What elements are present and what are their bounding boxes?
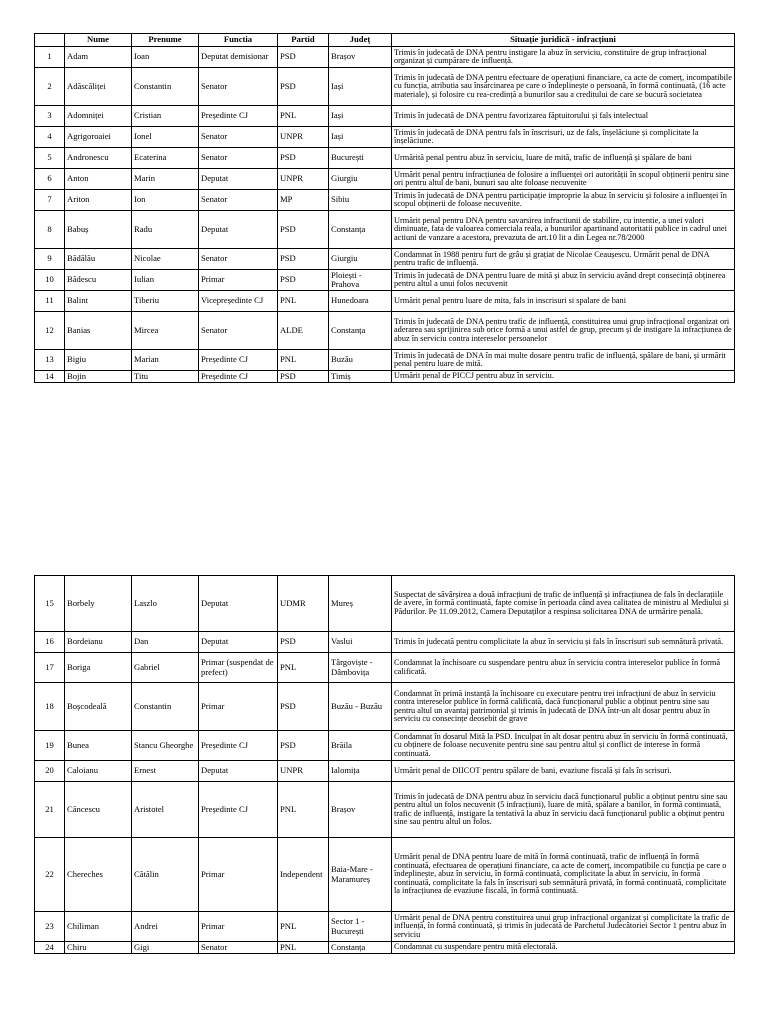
- party: PNL: [278, 106, 329, 127]
- first-name: Ion: [132, 190, 199, 211]
- party: UNPR: [278, 761, 329, 782]
- county: Timiș: [329, 371, 392, 383]
- first-name: Andrei: [132, 912, 199, 942]
- row-number: 11: [35, 291, 65, 312]
- row-number: 4: [35, 127, 65, 148]
- first-name: Aristotel: [132, 782, 199, 838]
- county: Ialomița: [329, 761, 392, 782]
- legal-status: Urmărit penal de PICCJ pentru abuz în serviciu.: [392, 371, 735, 383]
- party: PSD: [278, 249, 329, 270]
- party: PSD: [278, 211, 329, 249]
- row-number: 18: [35, 683, 65, 731]
- party: UNPR: [278, 127, 329, 148]
- officials-table-2: [34, 575, 735, 954]
- party: PSD: [278, 371, 329, 383]
- table-row: [35, 291, 735, 312]
- last-name: Caloianu: [65, 761, 132, 782]
- position: Președinte CJ: [199, 350, 278, 371]
- party: PSD: [278, 632, 329, 653]
- county: Mureș: [329, 576, 392, 632]
- party: PNL: [278, 942, 329, 954]
- legal-status: Condamnat la închisoare cu suspendare pentru abuz în serviciu contra intereselor publice în formă calificată.: [392, 653, 735, 683]
- position: Primar: [199, 683, 278, 731]
- legal-status: Urmărită penal pentru abuz în serviciu, luare de mită, trafic de influență și spălare de bani: [392, 148, 735, 169]
- row-number: 2: [35, 68, 65, 106]
- position: Vicepreședinte CJ: [199, 291, 278, 312]
- position: Senator: [199, 127, 278, 148]
- first-name: Laszlo: [132, 576, 199, 632]
- header-functia: Functia: [199, 34, 278, 47]
- last-name: Bunea: [65, 731, 132, 761]
- row-number: 20: [35, 761, 65, 782]
- last-name: Bădescu: [65, 270, 132, 291]
- legal-status: Trimis în judecată pentru complicitate la abuz în serviciu și fals în înscrisuri sub semnătură privată.: [392, 632, 735, 653]
- last-name: Bojin: [65, 371, 132, 383]
- header-prenume: Prenume: [132, 34, 199, 47]
- party: PSD: [278, 148, 329, 169]
- table-row: [35, 47, 735, 68]
- last-name: Adomniței: [65, 106, 132, 127]
- first-name: Dan: [132, 632, 199, 653]
- county: Constanța: [329, 942, 392, 954]
- position: Primar: [199, 270, 278, 291]
- county: Iași: [329, 106, 392, 127]
- party: PSD: [278, 683, 329, 731]
- first-name: Constantin: [132, 68, 199, 106]
- legal-status: Condamnat cu suspendare pentru mită electorală.: [392, 942, 735, 954]
- first-name: Ionel: [132, 127, 199, 148]
- first-name: Radu: [132, 211, 199, 249]
- first-name: Cătălin: [132, 838, 199, 912]
- table-row: [35, 270, 735, 291]
- county: Baia-Mare - Maramureș: [329, 838, 392, 912]
- county: Constanța: [329, 312, 392, 350]
- table-row: [35, 942, 735, 954]
- row-number: 13: [35, 350, 65, 371]
- legal-status: Urmărit penal de DNA pentru constituirea unui grup infracțional organizat și complicitate la trafic de influență, în formă continuată, și trimis în judecată de Parchetul Judecătoriei Sector 1 pentru abuz în serviciu: [392, 912, 735, 942]
- last-name: Bordeianu: [65, 632, 132, 653]
- table-row: [35, 731, 735, 761]
- county: Brăila: [329, 731, 392, 761]
- first-name: Stancu Gheorghe: [132, 731, 199, 761]
- table-row: [35, 371, 735, 383]
- first-name: Gabriel: [132, 653, 199, 683]
- position: Senator: [199, 148, 278, 169]
- county: Târgoviște - Dâmbovița: [329, 653, 392, 683]
- legal-status: Trimis în judecată de DNA în mai multe dosare pentru trafic de influență, spălare de bani, și urmărit penal pentru luare de mită.: [392, 350, 735, 371]
- party: ALDE: [278, 312, 329, 350]
- county: Giurgiu: [329, 249, 392, 270]
- first-name: Cristian: [132, 106, 199, 127]
- first-name: Marian: [132, 350, 199, 371]
- legal-status: Condamnat în dosarul Mită la PSD. Inculpat în alt dosar pentru abuz în serviciu în formă continuată, cu obținere de foloase necuvenite pentru sine sau pentru altul și conflict de interese în formă continuată.: [392, 731, 735, 761]
- legal-status: Trimis în judecată de DNA pentru abuz în serviciu dacă funcționarul public a obținut pentru sine sau pentru altul un folos necuvenit (5 infracțiuni), luare de mită, spălare a banilor, în formă continuată, trafic de influență, instigare la tentativă la abuz în serviciu dacă funcționarul public a obținut pentru sine sau pentru altul un folos.: [392, 782, 735, 838]
- header-row: [35, 34, 735, 47]
- last-name: Andronescu: [65, 148, 132, 169]
- first-name: Gigi: [132, 942, 199, 954]
- position: Primar: [199, 912, 278, 942]
- table-row: [35, 350, 735, 371]
- table-row: [35, 211, 735, 249]
- table-row: [35, 169, 735, 190]
- last-name: Balint: [65, 291, 132, 312]
- party: PNL: [278, 912, 329, 942]
- row-number: 16: [35, 632, 65, 653]
- legal-status: Trimis în judecată de DNA pentru efectuare de operațiuni financiare, ca acte de comerț, incompatibile cu funcția, atributia sau însărcinarea pe care o îndeplinește o persoană, în formă continuată, (16 acte materiale), și folosire cu rea-credință a bunurilor sau a creditului de care se bucură societatea: [392, 68, 735, 106]
- table-row: [35, 653, 735, 683]
- row-number: 24: [35, 942, 65, 954]
- party: PNL: [278, 782, 329, 838]
- county: Buzău: [329, 350, 392, 371]
- legal-status: Trimis în judecată de DNA pentru instigare la abuz în serviciu, constituire de grup infracțional organizat și cumpărare de influență.: [392, 47, 735, 68]
- county: Iași: [329, 68, 392, 106]
- last-name: Babuș: [65, 211, 132, 249]
- first-name: Ecaterina: [132, 148, 199, 169]
- last-name: Chiru: [65, 942, 132, 954]
- table-row: [35, 838, 735, 912]
- county: București: [329, 148, 392, 169]
- legal-status: Urmărit penal pentru infracțiunea de folosire a influenței ori autorității în scopul obținerii pentru sine ori pentru altul de bani, bunuri sau alte foloase necuvenite: [392, 169, 735, 190]
- position: Președinte CJ: [199, 106, 278, 127]
- position: Deputat: [199, 632, 278, 653]
- party: MP: [278, 190, 329, 211]
- table-row: [35, 912, 735, 942]
- legal-status: Condamnat în primă instanță la închisoare cu executare pentru trei infracțiuni de abuz în serviciu contra intereselor publice în formă calificată, dacă funcționarul public a obținut pentru sine sau pentru altul un avantaj patrimonial și trimis în judecată de DNA într-un alt dosar pentru abuz în serviciu cu consecințe deosebit de grave: [392, 683, 735, 731]
- position: Președinte CJ: [199, 782, 278, 838]
- legal-status: Urmărit penal pentru luare de mita, fals in inscrisuri si spalare de bani: [392, 291, 735, 312]
- last-name: Boriga: [65, 653, 132, 683]
- party: UDMR: [278, 576, 329, 632]
- party: PNL: [278, 653, 329, 683]
- county: Vaslui: [329, 632, 392, 653]
- party: PNL: [278, 291, 329, 312]
- row-number: 9: [35, 249, 65, 270]
- position: Deputat demisionar: [199, 47, 278, 68]
- position: Deputat: [199, 576, 278, 632]
- officials-table-1: [34, 33, 735, 383]
- table-row: [35, 632, 735, 653]
- position: Deputat: [199, 761, 278, 782]
- county: Ploiești - Prahova: [329, 270, 392, 291]
- legal-status: Trimis în judecată de DNA pentru trafic de influență, constituirea unui grup infracțional organizat ori aderarea sau sprijinirea sub orice formă a unui astfel de grup, precum și de instigare la infracțiunea de abuz în serviciu contra intereselor persoanelor: [392, 312, 735, 350]
- first-name: Iulian: [132, 270, 199, 291]
- party: Independent: [278, 838, 329, 912]
- county: Buzău - Buzău: [329, 683, 392, 731]
- position: Senator: [199, 249, 278, 270]
- last-name: Anton: [65, 169, 132, 190]
- last-name: Borbely: [65, 576, 132, 632]
- row-number: 22: [35, 838, 65, 912]
- header-nr: [35, 34, 65, 47]
- legal-status: Urmărit penal de DIICOT pentru spălare de bani, evaziune fiscală și fals în scrisuri.: [392, 761, 735, 782]
- table-row: [35, 190, 735, 211]
- first-name: Titu: [132, 371, 199, 383]
- table-row: [35, 68, 735, 106]
- legal-status: Suspectat de săvârșirea a două infracțiuni de trafic de influență și infracțiunea de fals în declarațiile de avere, în formă continuată, fapte comise în perioada când avea calitatea de ministru al Mediului și Pădurilor. Pe 11.09.2012, Camera Deputaților a respinsa solicitarea DNA de urmărire penală.: [392, 576, 735, 632]
- first-name: Mircea: [132, 312, 199, 350]
- party: PSD: [278, 270, 329, 291]
- row-number: 1: [35, 47, 65, 68]
- last-name: Ariton: [65, 190, 132, 211]
- table-row: [35, 249, 735, 270]
- last-name: Bigiu: [65, 350, 132, 371]
- position: Președinte CJ: [199, 731, 278, 761]
- position: Senator: [199, 68, 278, 106]
- legal-status: Urmărit penal de DNA pentru luare de mită în formă continuată, trafic de influență în formă continuată, efectuarea de operațiuni financiare, ca acte de comerț, incompatibile cu funcția pe care o îndeplinește, abuz în serviciu, în formă continuată, complicitate la abuz în serviciu, în formă continuată, complicitate la fals în înscrisuri sub semnătură privată, în formă continuată, complicitate la infracțiunea de evaziune fiscală, în formă continuată.: [392, 838, 735, 912]
- row-number: 19: [35, 731, 65, 761]
- table-row: [35, 576, 735, 632]
- last-name: Bădălău: [65, 249, 132, 270]
- position: Deputat: [199, 211, 278, 249]
- legal-status: Condamnat în 1988 pentru furt de grâu și grațiat de Nicolae Ceaușescu. Urmărit penal de DNA pentru trafic de influență.: [392, 249, 735, 270]
- last-name: Chiliman: [65, 912, 132, 942]
- first-name: Constantin: [132, 683, 199, 731]
- header-nume: Nume: [65, 34, 132, 47]
- party: PNL: [278, 350, 329, 371]
- county: Iași: [329, 127, 392, 148]
- county: Sector 1 - București: [329, 912, 392, 942]
- first-name: Nicolae: [132, 249, 199, 270]
- legal-status: Trimis în judecată de DNA pentru participație improprie la abuz în serviciu și folosire a influenței în scopul obținerii de foloase necuvenite.: [392, 190, 735, 211]
- row-number: 7: [35, 190, 65, 211]
- legal-status: Trimis în judecată de DNA pentru fals în înscrisuri, uz de fals, înșelăciune și complicitate la înșelăciune.: [392, 127, 735, 148]
- position: Deputat: [199, 169, 278, 190]
- row-number: 17: [35, 653, 65, 683]
- row-number: 5: [35, 148, 65, 169]
- party: PSD: [278, 731, 329, 761]
- county: Hunedoara: [329, 291, 392, 312]
- row-number: 10: [35, 270, 65, 291]
- row-number: 14: [35, 371, 65, 383]
- legal-status: Trimis în judecată de DNA pentru luare de mită și abuz în serviciu având drept consecință obținerea pentru altul a unui folos necuvenit: [392, 270, 735, 291]
- county: Constanța: [329, 211, 392, 249]
- row-number: 21: [35, 782, 65, 838]
- last-name: Adăscăliței: [65, 68, 132, 106]
- party: PSD: [278, 47, 329, 68]
- first-name: Tiberiu: [132, 291, 199, 312]
- table-row: [35, 683, 735, 731]
- table-row: [35, 312, 735, 350]
- last-name: Agrigoroaiei: [65, 127, 132, 148]
- last-name: Căncescu: [65, 782, 132, 838]
- row-number: 15: [35, 576, 65, 632]
- last-name: Banias: [65, 312, 132, 350]
- position: Primar: [199, 838, 278, 912]
- legal-status: Urmărit penal pentru DNA pentru savarsirea infractiunii de stabilire, cu intentie, a unei valori diminuate, fata de valoarea comerciala reala, a bunurilor apartinand autoritatii publice in cadrul unei actiuni de vanzare a acestora, prevazuta de art.10 lit a din Legea nr.78/2000: [392, 211, 735, 249]
- county: Sibiu: [329, 190, 392, 211]
- row-number: 8: [35, 211, 65, 249]
- table-row: [35, 106, 735, 127]
- last-name: Chereches: [65, 838, 132, 912]
- last-name: Adam: [65, 47, 132, 68]
- table-row: [35, 782, 735, 838]
- county: Brașov: [329, 47, 392, 68]
- party: PSD: [278, 68, 329, 106]
- row-number: 6: [35, 169, 65, 190]
- header-judet: Județ: [329, 34, 392, 47]
- row-number: 3: [35, 106, 65, 127]
- table-row: [35, 127, 735, 148]
- table-row: [35, 148, 735, 169]
- last-name: Boșcodeală: [65, 683, 132, 731]
- position: Senator: [199, 312, 278, 350]
- table-row: [35, 761, 735, 782]
- legal-status: Trimis în judecată de DNA pentru favorizarea făptuitorului și fals intelectual: [392, 106, 735, 127]
- position: Senator: [199, 190, 278, 211]
- header-partid: Partid: [278, 34, 329, 47]
- county: Giurgiu: [329, 169, 392, 190]
- position: Primar (suspendat de prefect): [199, 653, 278, 683]
- first-name: Marin: [132, 169, 199, 190]
- row-number: 12: [35, 312, 65, 350]
- position: Senator: [199, 942, 278, 954]
- county: Brașov: [329, 782, 392, 838]
- header-situatie: Situație juridică - infracțiuni: [392, 34, 735, 47]
- first-name: Ioan: [132, 47, 199, 68]
- party: UNPR: [278, 169, 329, 190]
- row-number: 23: [35, 912, 65, 942]
- position: Președinte CJ: [199, 371, 278, 383]
- first-name: Ernest: [132, 761, 199, 782]
